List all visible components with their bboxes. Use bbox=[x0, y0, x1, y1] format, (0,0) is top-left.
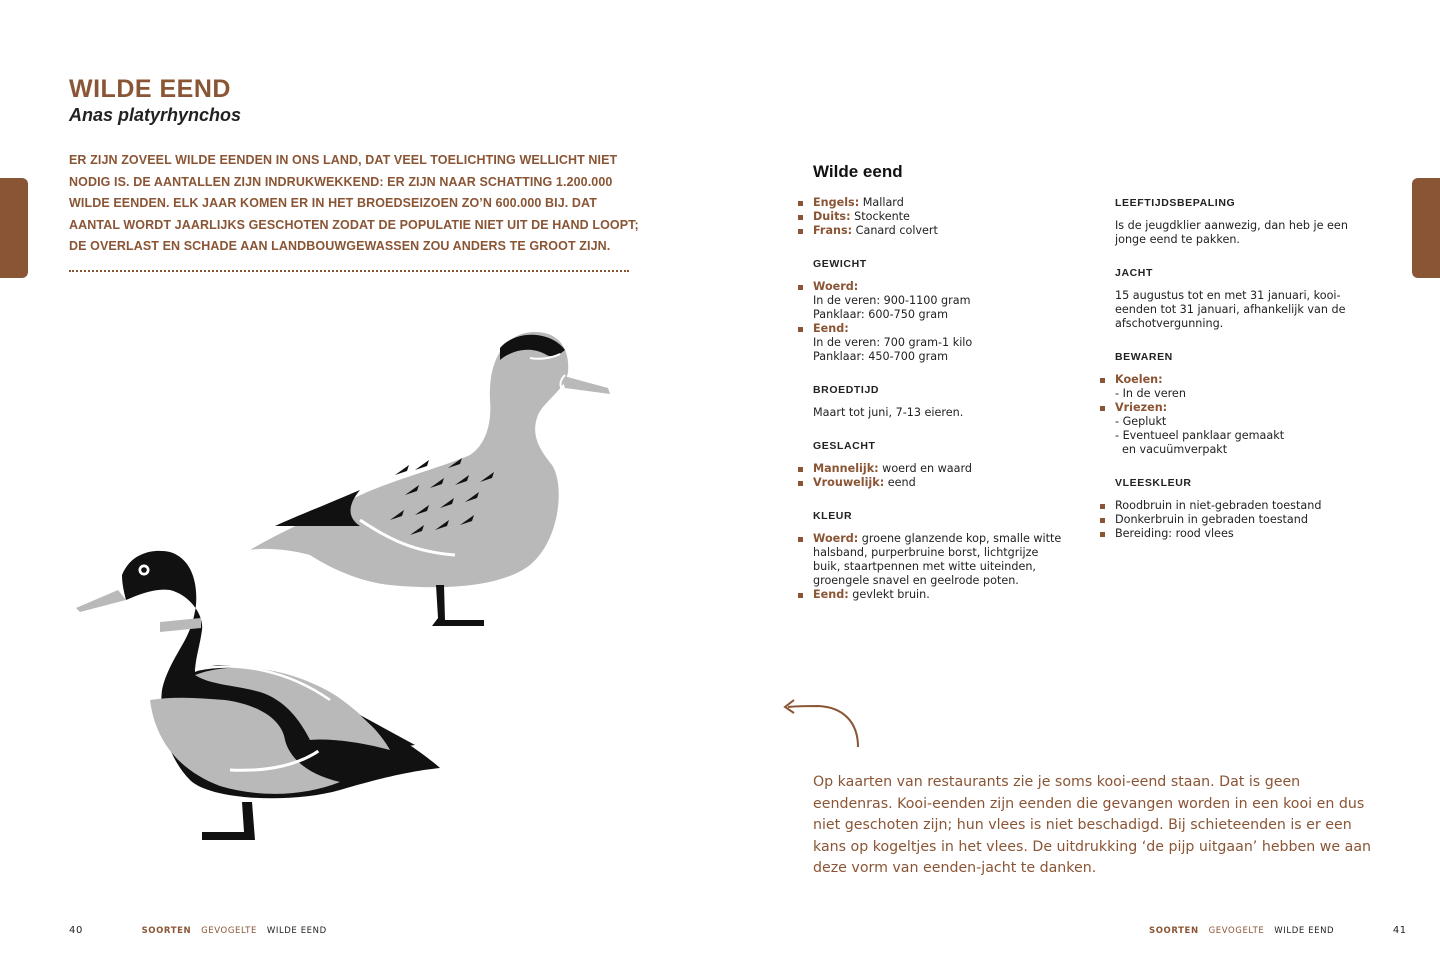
dotted-divider bbox=[69, 270, 629, 272]
footer-left bbox=[69, 925, 327, 936]
color-heading: KLEUR bbox=[813, 510, 853, 522]
intro-text: ER ZIJN ZOVEEL WILDE EENDEN IN ONS LAND, DAT VEEL TOELICHTING WELLICHT NIET NODIG IS. DE AANTALLEN ZIJN INDRUKWEKKEND: ER ZIJN NAAR SCHATTING 1.200.000 WILDE EENDEN. ELK JAAR KOMEN ER IN HET BROEDSEIZOEN ZO’N 600.000 BIJ. DAT AANTAL WORDT JAARLIJKS GESCHOTEN ZODAT DE POPULATIE NIET UIT DE HAND LOOPT; DE OVERLAST EN SCHADE AAN LANDBOUWGEWASSEN ZOU ANDERS TE GROOT ZIJN. bbox=[69, 153, 639, 253]
age-text: Is de jeugdklier aanwezig, dan heb je een jonge eend te pakken. bbox=[1115, 219, 1348, 246]
name-french: Frans: Canard colvert bbox=[813, 224, 1063, 238]
color-section bbox=[813, 509, 1063, 602]
color-female: Eend: gevlekt bruin. bbox=[813, 588, 1063, 602]
footer-category: GEVOGELTE bbox=[201, 926, 257, 936]
chapter-tab-left bbox=[0, 178, 28, 278]
footer-topic: WILDE EEND bbox=[1274, 926, 1335, 936]
meatcolor-item: Bereiding: rood vlees bbox=[1115, 527, 1375, 541]
storage-heading: BEWAREN bbox=[1115, 351, 1173, 363]
storage-freeze-lines: - Geplukt - Eventueel panklaar gemaakt en vacuümverpakt bbox=[1115, 415, 1285, 456]
footer-right bbox=[1149, 925, 1407, 936]
weight-heading: GEWICHT bbox=[813, 258, 867, 270]
ducks-illustration bbox=[60, 320, 620, 860]
storage-section bbox=[1115, 350, 1375, 457]
weight-male: Woerd: In de veren: 900-1100 gram Panklaar: 600-750 gram bbox=[813, 280, 1063, 322]
factbox-column-left bbox=[813, 196, 1063, 621]
male-duck bbox=[76, 551, 440, 840]
weight-female: Eend: In de veren: 700 gram-1 kilo Panklaar: 450-700 gram bbox=[813, 322, 1063, 364]
curved-arrow-icon bbox=[778, 692, 868, 752]
sex-heading: GESLACHT bbox=[813, 440, 876, 452]
name-german: Duits: Stockente bbox=[813, 210, 1063, 224]
hunting-text: 15 augustus tot en met 31 januari, kooi-eenden tot 31 januari, afhankelijk van de afschotvergunning. bbox=[1115, 289, 1346, 330]
names-section bbox=[813, 196, 1063, 238]
footer-section: SOORTEN bbox=[141, 926, 192, 936]
chapter-tab-right bbox=[1412, 178, 1440, 278]
hunting-section bbox=[1115, 266, 1375, 331]
meatcolor-heading: VLEESKLEUR bbox=[1115, 477, 1192, 489]
sex-section bbox=[813, 439, 1063, 490]
footer-section: SOORTEN bbox=[1149, 926, 1199, 936]
sex-male: Mannelijk: woerd en waard bbox=[813, 462, 1063, 476]
footer-topic: WILDE EEND bbox=[266, 926, 327, 936]
meatcolor-item: Roodbruin in niet-gebraden toestand bbox=[1115, 499, 1375, 513]
name-english: Engels: Mallard bbox=[813, 196, 1063, 210]
storage-cool-line1: - In de veren bbox=[1115, 387, 1186, 400]
color-male: Woerd: groene glanzende kop, smalle witte halsband, purperbruine borst, lichtgrijze buik, staartpennen met witte uiteinden, groengele snavel en geelrode poten. bbox=[813, 532, 1062, 587]
meatcolor-item: Donkerbruin in gebraden toestand bbox=[1115, 513, 1375, 527]
breeding-heading: BROEDTIJD bbox=[813, 384, 880, 396]
page-number-right: 41 bbox=[1392, 925, 1407, 936]
age-heading: LEEFTIJDSBEPALING bbox=[1115, 197, 1236, 209]
weight-section bbox=[813, 257, 1063, 364]
breeding-section bbox=[813, 383, 1063, 420]
factbox-title: Wilde eend bbox=[813, 162, 903, 182]
footer-category: GEVOGELTE bbox=[1208, 926, 1265, 936]
page-number-left: 40 bbox=[69, 925, 83, 936]
factbox-column-right bbox=[1115, 196, 1375, 560]
kooi-eend-note: Op kaarten van restaurants zie je soms kooi-eend staan. Dat is geen eendenras. Kooi-eenden zijn eenden die gevangen worden in een kooi en dus niet geschoten zijn; hun vlees is niet beschadigd. Bij schieteenden is er een kans op kogeltjes in het vlees. De uitdrukking ‘de pijp uitgaan’ hebben we aan deze vorm van eenden-jacht te danken. bbox=[813, 774, 1372, 876]
female-duck bbox=[250, 332, 610, 626]
latin-name: Anas platyrhynchos bbox=[69, 105, 242, 125]
age-section bbox=[1115, 196, 1375, 247]
storage-freeze: Vriezen: bbox=[1115, 401, 1375, 415]
storage-cool: Koelen: bbox=[1115, 373, 1375, 387]
hunting-heading: JACHT bbox=[1115, 267, 1154, 279]
page-title: WILDE EEND bbox=[69, 75, 231, 103]
breeding-text: Maart tot juni, 7-13 eieren. bbox=[813, 406, 964, 419]
meatcolor-section bbox=[1115, 476, 1375, 541]
sex-female: Vrouwelijk: eend bbox=[813, 476, 1063, 490]
